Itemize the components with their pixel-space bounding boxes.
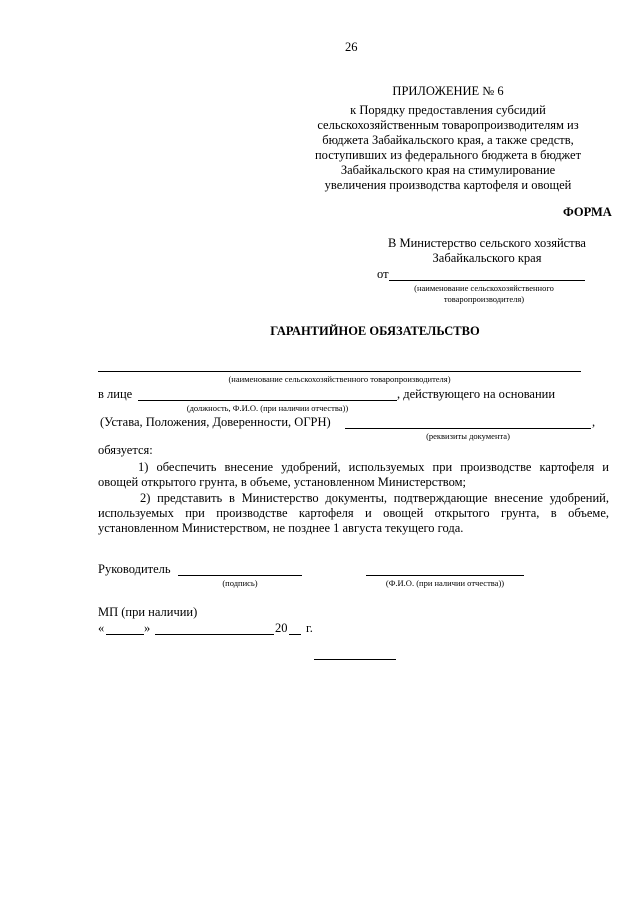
obligation-item-1-line: 1) обеспечить внесение удобрений, используемых при производстве картофеля и	[138, 460, 609, 474]
appendix-line: бюджета Забайкальского края, а также средств,	[322, 133, 574, 147]
addressee-hint-2: товаропроизводителя)	[443, 294, 525, 304]
addressee-line-1: В Министерство сельского хозяйства	[388, 236, 586, 250]
document-title: ГАРАНТИЙНОЕ ОБЯЗАТЕЛЬСТВО	[270, 324, 480, 338]
date-close-quote: »	[144, 621, 151, 635]
appendix-line: к Порядку предоставления субсидий	[350, 103, 546, 117]
obligation-item-2-line: 2) представить в Министерство документы, подтверждающие внесение удобрений,	[140, 491, 609, 505]
obligation-item-2-line: установленном Министерством, не позднее 1 августа текущего года.	[98, 521, 464, 535]
addressee-hint-1: (наименование сельскохозяйственного	[414, 283, 554, 293]
position-hint: (должность, Ф.И.О. (при наличии отчества))	[186, 403, 349, 413]
producer-hint: (наименование сельскохозяйственного товаропроизводителя)	[228, 374, 451, 384]
from-label: от	[377, 267, 389, 281]
form-label: ФОРМА	[563, 205, 612, 219]
closing-separator-line	[314, 659, 396, 660]
obligation-item-1	[98, 460, 609, 490]
appendix-line: сельскохозяйственным товаропроизводителям из	[317, 118, 579, 132]
head-label: Руководитель	[98, 562, 171, 576]
signature-blank-line	[178, 575, 302, 576]
page-number: 26	[345, 40, 358, 54]
obligation-item-1-line: овощей открытого грунта, в объеме, установленном Министерством;	[98, 475, 466, 489]
acting-basis-text: , действующего на основании	[397, 387, 556, 401]
requisites-blank-line	[345, 428, 591, 429]
appendix-text	[296, 103, 600, 193]
appendix-title: ПРИЛОЖЕНИЕ № 6	[392, 84, 504, 98]
basis-docs-text: (Устава, Положения, Доверенности, ОГРН)	[100, 415, 331, 429]
full-name-hint: (Ф.И.О. (при наличии отчества))	[385, 578, 505, 588]
date-open-quote: «	[98, 621, 105, 635]
basis-comma: ,	[592, 415, 596, 429]
stamp-label: МП (при наличии)	[98, 605, 198, 619]
appendix-line: поступивших из федерального бюджета в бюджет	[314, 148, 582, 162]
producer-blank-line	[98, 371, 581, 372]
obliges-label: обязуется:	[98, 443, 153, 457]
appendix-line: Забайкальского края на стимулирование	[340, 163, 556, 177]
appendix-line: увеличения производства картофеля и овощей	[324, 178, 572, 192]
year-blank-line	[289, 634, 301, 635]
requisites-hint: (реквизиты документа)	[426, 431, 510, 441]
month-blank-line	[155, 634, 274, 635]
from-blank-line	[389, 280, 585, 281]
in-person-label: в лице	[98, 387, 133, 401]
position-blank-line	[138, 400, 397, 401]
obligation-item-2-line: используемых при производстве картофеля и овощей открытого грунта, в объеме,	[98, 506, 609, 520]
full-name-blank-line	[366, 575, 524, 576]
day-blank-line	[106, 634, 144, 635]
obligation-item-2	[98, 491, 609, 536]
addressee-line-2: Забайкальского края	[432, 251, 542, 265]
signature-hint: (подпись)	[222, 578, 258, 588]
year-prefix: 20	[275, 621, 288, 635]
year-suffix: г.	[306, 621, 313, 635]
